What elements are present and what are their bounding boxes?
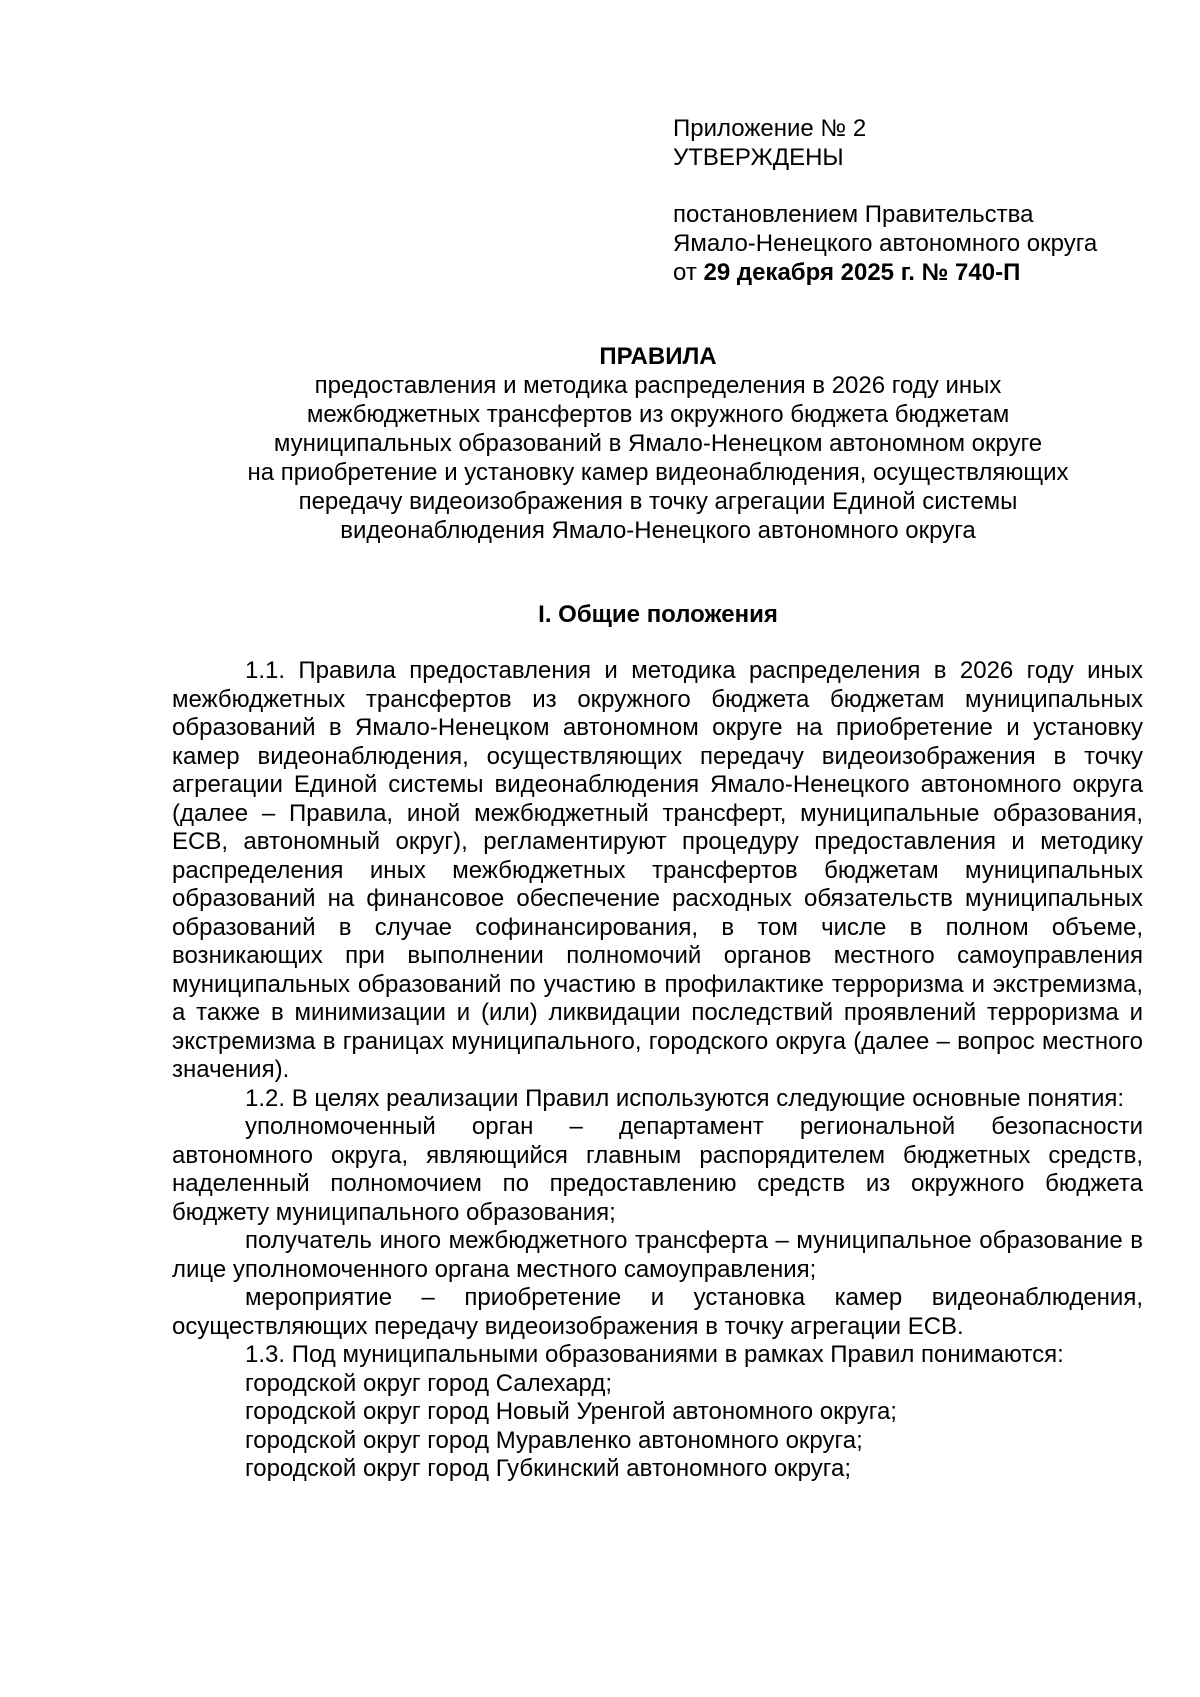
paragraph-1-2: 1.2. В целях реализации Правил используются следующие основные понятия: <box>245 1084 1125 1112</box>
resolution-label: постановлением Правительства <box>673 201 1034 228</box>
title-line: межбюджетных трансфертов из окружного бюджета бюджетам <box>306 401 1010 428</box>
resolution-date-line <box>673 258 1173 287</box>
approved-label: УТВЕРЖДЕНЫ <box>673 144 844 171</box>
document-body <box>172 657 1143 1484</box>
municipality-list-item: городской округ город Салехард; <box>245 1369 613 1397</box>
document-title: ПРАВИЛА <box>599 343 717 370</box>
title-line: видеонаблюдения Ямало-Ненецкого автономного округа <box>340 517 976 544</box>
document-title-block <box>150 342 1166 545</box>
title-line: передачу видеоизображения в точку агрегации Единой системы <box>298 488 1018 515</box>
date-prefix: от <box>673 259 704 286</box>
municipality-list-item: городской округ город Муравленко автономного округа; <box>245 1426 863 1454</box>
municipality-list-item: городской округ город Губкинский автономного округа; <box>245 1455 851 1482</box>
appendix-number: Приложение № 2 <box>673 115 867 142</box>
government-name: Ямало-Ненецкого автономного округа <box>673 230 1098 257</box>
definition-authorized-body: уполномоченный орган – департамент региональной безопасности автономного округа, являющийся главным распорядителем бюджетных средств, наделенный полномочием по предоставлению средств из окружного бюджета бюджету муниципального образования; <box>172 1113 1143 1226</box>
title-line: муниципальных образований в Ямало-Ненецком автономном округе <box>273 430 1043 457</box>
appendix-spacer <box>673 172 1173 200</box>
title-line: на приобретение и установку камер видеонаблюдения, осуществляющих <box>247 459 1069 486</box>
resolution-date: 29 декабря 2025 г. № 740-П <box>703 259 1021 286</box>
definition-measure: мероприятие – приобретение и установка камер видеонаблюдения, осуществляющих передачу видеоизображения в точку агрегации ЕСВ. <box>172 1284 1143 1340</box>
paragraph-1-3: 1.3. Под муниципальными образованиями в рамках Правил понимаются: <box>245 1341 1064 1368</box>
paragraph-1-1: 1.1. Правила предоставления и методика распределения в 2026 году иных межбюджетных трансфертов из окружного бюджета бюджетам муниципальных образований в Ямало-Ненецком автономном округе на приобретение и установку камер видеонаблюдения, осуществляющих передачу видеоизображения в точку агрегации Единой системы видеонаблюдения Ямало-Ненецкого автономного округа (далее – Правила, иной межбюджетный трансферт, муниципальные образования, ЕСВ, автономный округ), регламентируют процедуру предоставления и методику распределения иных межбюджетных трансфертов бюджетам муниципальных образований на финансовое обеспечение расходных обязательств муниципальных образований в случае софинансирования, в том числе в полном объеме, возникающих при выполнении полномочий органов местного самоуправления муниципальных образований по участию в профилактике терроризма и экстремизма, а также в минимизации и (или) ликвидации последствий проявлений терроризма и экстремизма в границах муниципального, городского округа (далее – вопрос местного значения). <box>172 657 1143 1083</box>
definition-recipient: получатель иного межбюджетного трансферта – муниципальное образование в лице уполномоченного органа местного самоуправления; <box>172 1227 1143 1283</box>
title-line: предоставления и методика распределения в 2026 году иных <box>314 372 1002 399</box>
municipality-list-item: городской округ город Новый Уренгой автономного округа; <box>245 1398 897 1425</box>
section-heading: I. Общие положения <box>538 601 778 628</box>
approval-stamp-block <box>673 114 1173 287</box>
